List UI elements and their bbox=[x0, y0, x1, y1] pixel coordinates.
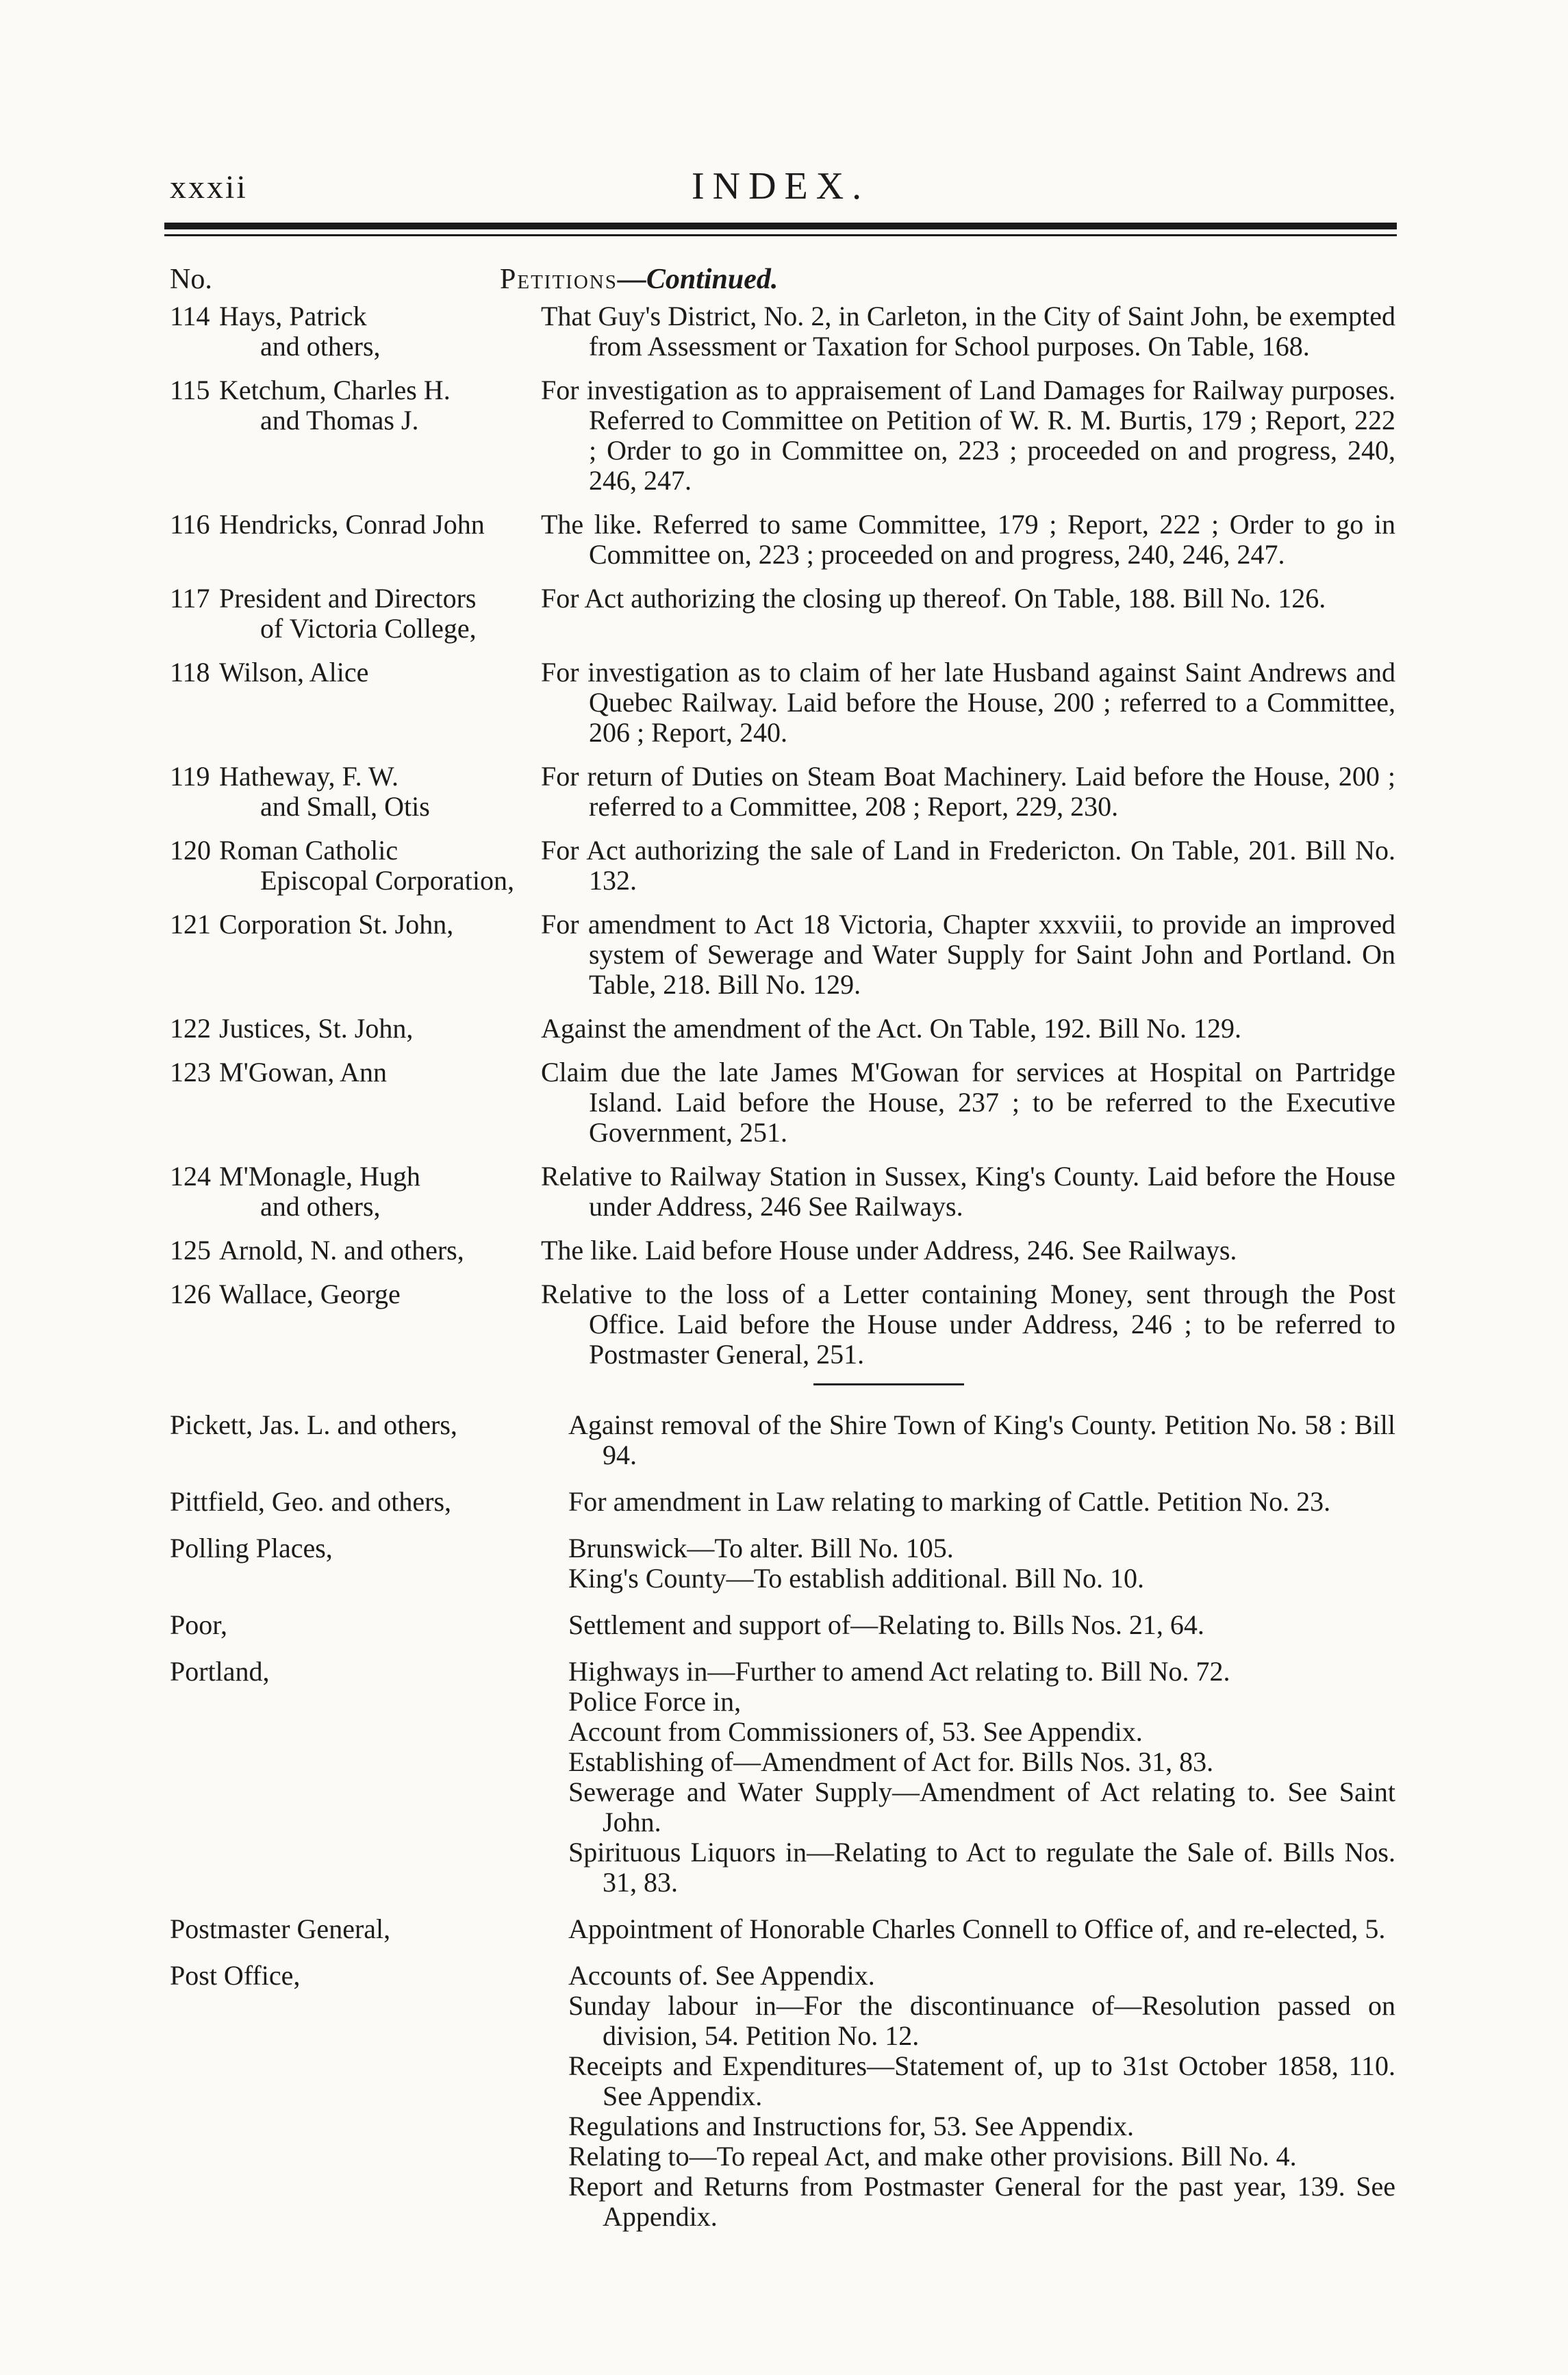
petition-number: 116 bbox=[170, 509, 210, 540]
petition-text: For Act authorizing the closing up thereof. On Table, 188. Bill No. 126. bbox=[541, 583, 1326, 614]
petition-number: 121 bbox=[170, 909, 211, 940]
subject-lines bbox=[541, 1533, 1395, 1594]
petition-text: Against the amendment of the Act. On Table, 192. Bill No. 129. bbox=[541, 1013, 1241, 1044]
subject-list bbox=[170, 1410, 1395, 2232]
subject-line: Receipts and Expenditures—Statement of, up to 31st October 1858, 110. See Appendix. bbox=[568, 2050, 1395, 2111]
subject-entry bbox=[170, 1533, 1395, 1594]
petition-entry bbox=[170, 1014, 1395, 1044]
petitioner-name-line1: Ketchum, Charles H. bbox=[219, 375, 451, 405]
petitioner-name-line2: and others, bbox=[260, 1191, 381, 1222]
subject-lines bbox=[541, 1487, 1395, 1517]
petition-list bbox=[170, 301, 1395, 1370]
petitioner-name-line2: and others, bbox=[260, 331, 381, 362]
subject-lines bbox=[541, 1914, 1395, 1944]
running-title: INDEX. bbox=[692, 165, 870, 208]
subject-line: Account from Commissioners of, 53. See Appendix. bbox=[568, 1716, 1143, 1747]
index-content bbox=[170, 301, 1395, 2248]
petitioner-name-line1: Hays, Patrick bbox=[219, 301, 367, 331]
petition-text: The like. Laid before House under Address, 246. See Railways. bbox=[541, 1235, 1237, 1266]
subject-lines bbox=[541, 1410, 1395, 1470]
petition-text: Relative to Railway Station in Sussex, King's County. Laid before the House under Address, 246 See Railways. bbox=[541, 1161, 1395, 1222]
petition-number: 114 bbox=[170, 301, 210, 331]
petition-text: The like. Referred to same Committee, 179 ; Report, 222 ; Order to go in Committee on, 223 ; proceeded on and progress, 240, 246, 247. bbox=[541, 509, 1395, 570]
subject-line: King's County—To establish additional. Bill No. 10. bbox=[568, 1563, 1145, 1594]
header-rule-thin bbox=[164, 234, 1397, 236]
petition-entry bbox=[170, 762, 1395, 822]
petitioner-name bbox=[219, 835, 541, 896]
petition-text: For investigation as to claim of her late Husband against Saint Andrews and Quebec Railway. Laid before the House, 200 ; referred to a Committee, 206 ; Report, 240. bbox=[541, 657, 1395, 748]
petition-text: Claim due the late James M'Gowan for services at Hospital on Partridge Island. Laid before the House, 237 ; to be referred to the Executive Government, 251. bbox=[541, 1057, 1395, 1148]
petition-entry bbox=[170, 835, 1395, 896]
subject-name: Pickett, Jas. L. and others, bbox=[170, 1409, 457, 1440]
petition-entry bbox=[170, 657, 1395, 748]
subject-lines bbox=[541, 1610, 1395, 1640]
subject-line: Report and Returns from Postmaster General for the past year, 139. See Appendix. bbox=[568, 2171, 1395, 2232]
petitioner-name-line1: Roman Catholic bbox=[219, 835, 399, 866]
petitioner-name bbox=[219, 301, 541, 362]
subject-line: Accounts of. See Appendix. bbox=[568, 1960, 875, 1991]
header-rule-thick bbox=[164, 223, 1397, 229]
petition-entry bbox=[170, 1057, 1395, 1148]
subject-entry bbox=[170, 1961, 1395, 2232]
petitioner-name bbox=[219, 1279, 541, 1370]
petition-entry bbox=[170, 583, 1395, 644]
subject-name: Postmaster General, bbox=[170, 1913, 391, 1944]
subject-line: Relating to—To repeal Act, and make other provisions. Bill No. 4. bbox=[568, 2141, 1297, 2172]
petition-text: For Act authorizing the sale of Land in Fredericton. On Table, 201. Bill No. 132. bbox=[541, 835, 1395, 896]
petitioner-name-line1: Hatheway, F. W. bbox=[219, 761, 399, 792]
section-heading bbox=[500, 263, 778, 296]
subject-line: Sunday labour in—For the discontinuance of—Resolution passed on division, 54. Petition No. 12. bbox=[568, 1990, 1395, 2051]
subject-line: Brunswick—To alter. Bill No. 105. bbox=[568, 1533, 954, 1563]
subject-line: Highways in—Further to amend Act relating to. Bill No. 72. bbox=[568, 1656, 1230, 1687]
petition-number: 124 bbox=[170, 1161, 211, 1192]
petitioner-name-line2: and Thomas J. bbox=[260, 405, 419, 436]
petitioner-name bbox=[219, 510, 541, 570]
petition-number: 123 bbox=[170, 1057, 211, 1088]
petitioner-name-line1: M'Gowan, Ann bbox=[219, 1057, 387, 1088]
petition-number: 122 bbox=[170, 1013, 211, 1044]
petition-entry bbox=[170, 510, 1395, 570]
petitioner-name-line1: President and Directors bbox=[219, 583, 477, 614]
petition-number: 126 bbox=[170, 1279, 211, 1309]
subject-line: Regulations and Instructions for, 53. See Appendix. bbox=[568, 2111, 1135, 2141]
subject-entry bbox=[170, 1487, 1395, 1517]
petitioner-name-line1: Corporation St. John, bbox=[219, 909, 454, 940]
subject-line: Establishing of—Amendment of Act for. Bills Nos. 31, 83. bbox=[568, 1746, 1214, 1777]
petition-entry bbox=[170, 301, 1395, 362]
petitioner-name-line2: of Victoria College, bbox=[260, 613, 477, 644]
subject-name: Pittfield, Geo. and others, bbox=[170, 1486, 452, 1517]
section-heading-continued: —Continued. bbox=[617, 264, 779, 295]
subject-name: Portland, bbox=[170, 1656, 270, 1687]
subject-line: Against removal of the Shire Town of King's County. Petition No. 58 : Bill 94. bbox=[568, 1409, 1395, 1470]
petition-number: 120 bbox=[170, 835, 211, 866]
subject-line: Sewerage and Water Supply—Amendment of Act relating to. See Saint John. bbox=[568, 1776, 1395, 1837]
petitioner-name bbox=[219, 1161, 541, 1222]
petitioner-name-line1: Wilson, Alice bbox=[219, 657, 369, 688]
subject-lines bbox=[541, 1657, 1395, 1898]
petitioner-name bbox=[219, 583, 541, 644]
petitioner-name-line1: M'Monagle, Hugh bbox=[219, 1161, 420, 1192]
petitioner-name-line1: Hendricks, Conrad John bbox=[219, 509, 485, 540]
petitioner-name bbox=[219, 1057, 541, 1148]
subject-line: For amendment in Law relating to marking of Cattle. Petition No. 23. bbox=[568, 1486, 1331, 1517]
subject-lines bbox=[541, 1961, 1395, 2232]
subject-line: Appointment of Honorable Charles Connell to Office of, and re-elected, 5. bbox=[568, 1913, 1386, 1944]
petition-text: That Guy's District, No. 2, in Carleton, in the City of Saint John, be exempted from Assessment or Taxation for School purposes. On Table, 168. bbox=[541, 301, 1395, 362]
petition-entry bbox=[170, 909, 1395, 1000]
petitioner-name bbox=[219, 909, 541, 1000]
subject-name: Poor, bbox=[170, 1609, 227, 1640]
subject-entry bbox=[170, 1610, 1395, 1640]
petitioner-name-line1: Justices, St. John, bbox=[219, 1013, 414, 1044]
subject-entry bbox=[170, 1914, 1395, 1944]
petitioner-name-line1: Wallace, George bbox=[219, 1279, 401, 1309]
section-divider bbox=[813, 1383, 964, 1385]
petition-entry bbox=[170, 1161, 1395, 1222]
petition-number: 118 bbox=[170, 657, 210, 688]
petitioner-name bbox=[219, 762, 541, 822]
petitioner-name-line2: and Small, Otis bbox=[260, 791, 430, 822]
section-heading-label: Petitions bbox=[500, 264, 618, 295]
subject-line: Police Force in, bbox=[568, 1686, 742, 1717]
petitioner-name-line2: Episcopal Corporation, bbox=[260, 865, 515, 896]
petition-entry bbox=[170, 1235, 1395, 1266]
petitioner-name-line1: Arnold, N. and others, bbox=[219, 1235, 464, 1266]
petitioner-name bbox=[219, 1235, 541, 1266]
petition-number: 115 bbox=[170, 375, 210, 405]
subject-name: Polling Places, bbox=[170, 1533, 333, 1563]
number-column-heading: No. bbox=[170, 264, 212, 295]
petition-entry bbox=[170, 375, 1395, 496]
petition-text: Relative to the loss of a Letter containing Money, sent through the Post Office. Laid before the House under Address, 246 ; to be referred to Postmaster General, 251. bbox=[541, 1279, 1395, 1370]
petitioner-name bbox=[219, 1014, 541, 1044]
petition-text: For return of Duties on Steam Boat Machinery. Laid before the House, 200 ; referred to a Committee, 208 ; Report, 229, 230. bbox=[541, 761, 1395, 822]
petition-text: For investigation as to appraisement of Land Damages for Railway purposes. Referred to Committee on Petition of W. R. M. Burtis, 179 ; Report, 222 ; Order to go in Committee on, 223 ; proceeded on and progress, 240, 246, 247. bbox=[541, 375, 1395, 496]
petition-number: 117 bbox=[170, 583, 210, 614]
subject-entry bbox=[170, 1410, 1395, 1470]
page-number: xxxii bbox=[170, 169, 248, 205]
subject-line: Spirituous Liquors in—Relating to Act to regulate the Sale of. Bills Nos. 31, 83. bbox=[568, 1837, 1395, 1898]
petitioner-name bbox=[219, 375, 541, 496]
subject-entry bbox=[170, 1657, 1395, 1898]
subject-line: Settlement and support of—Relating to. Bills Nos. 21, 64. bbox=[568, 1609, 1204, 1640]
petition-number: 125 bbox=[170, 1235, 211, 1266]
subject-name: Post Office, bbox=[170, 1960, 301, 1991]
petitioner-name bbox=[219, 657, 541, 748]
petition-entry bbox=[170, 1279, 1395, 1370]
petition-text: For amendment to Act 18 Victoria, Chapter xxxviii, to provide an improved system of Sewerage and Water Supply for Saint John and Portland. On Table, 218. Bill No. 129. bbox=[541, 909, 1395, 1000]
petition-number: 119 bbox=[170, 761, 210, 792]
